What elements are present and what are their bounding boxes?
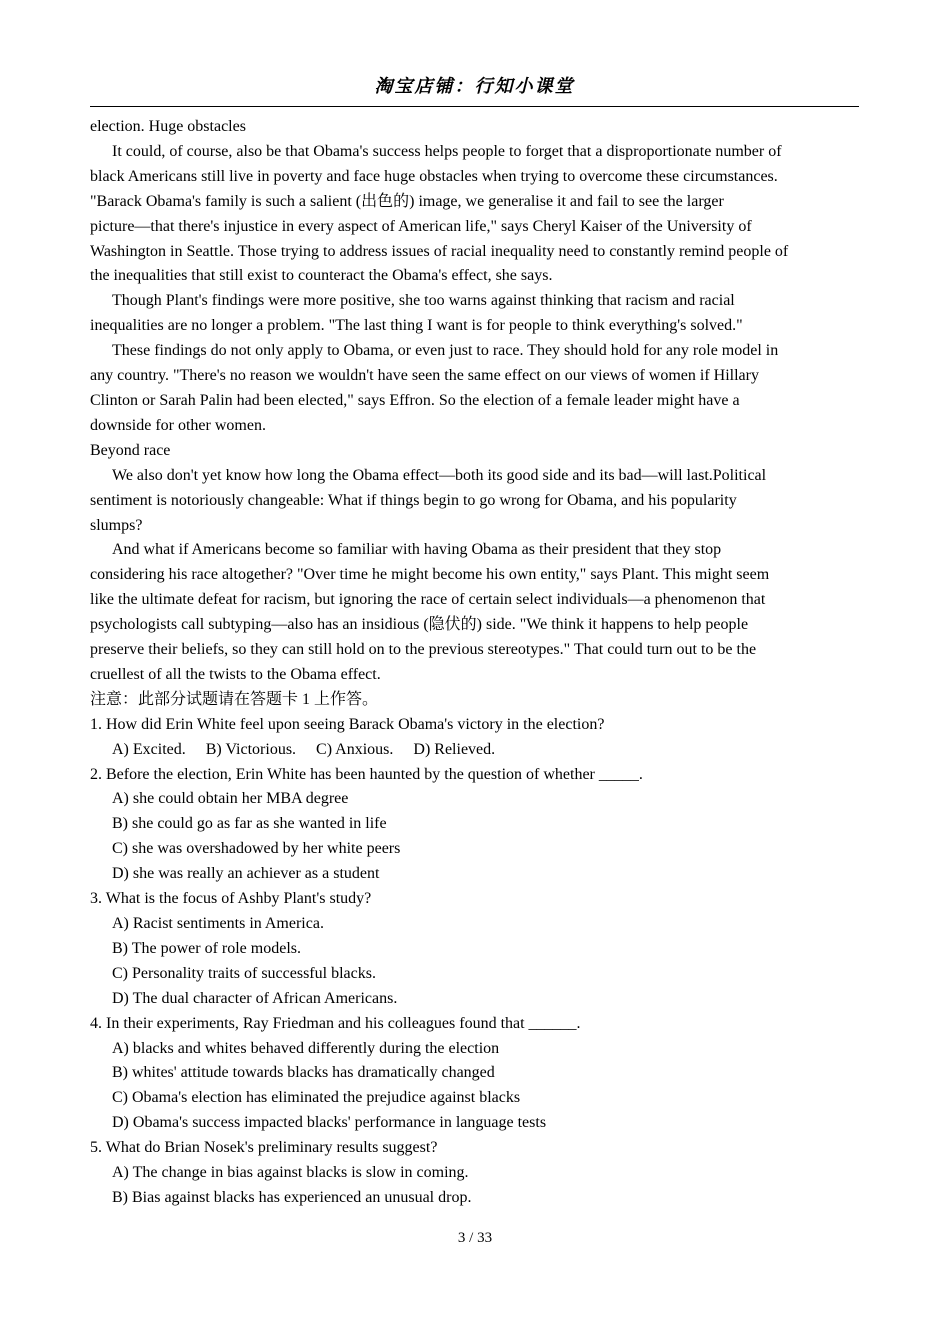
text-line: 注意：此部分试题请在答题卡 1 上作答。	[90, 690, 379, 708]
text-line: like the ultimate defeat for racism, but ignoring the race of certain select individuals—a phenomenon that	[90, 591, 766, 609]
text-line: election. Huge obstacles	[90, 118, 246, 135]
text-line: 3. What is the focus of Ashby Plant's study?	[90, 890, 372, 908]
header-divider	[90, 106, 859, 107]
text-line: 5. What do Brian Nosek's preliminary results suggest?	[90, 1139, 438, 1157]
text-line: A) Racist sentiments in America.	[112, 915, 324, 932]
text-line: B) Bias against blacks has experienced an unusual drop.	[112, 1188, 472, 1206]
text-line: C) Obama's election has eliminated the prejudice against blacks	[112, 1089, 521, 1107]
text-line: And what if Americans become so familiar with having Obama as their president that they stop	[112, 541, 722, 559]
page-header-title: 淘宝店铺：行知小课堂	[374, 76, 575, 97]
text-line: the inequalities that still exist to counteract the Obama's effect, she says.	[90, 267, 553, 285]
text-line: "Barack Obama's family is such a salient (出色的) image, we generalise it and fail to see the larger	[90, 192, 724, 210]
page-number: 3 / 33	[457, 1230, 493, 1246]
text-line: 1. How did Erin White feel upon seeing Barack Obama's victory in the election?	[90, 715, 605, 733]
text-line: A) she could obtain her MBA degree	[112, 790, 349, 808]
document-body	[90, 115, 865, 1211]
text-line: Washington in Seattle. Those trying to address issues of racial inequality need to constantly remind people of	[90, 242, 789, 260]
text-line: black Americans still live in poverty and face huge obstacles when trying to overcome these circumstances.	[90, 167, 778, 185]
text-line: Beyond race	[90, 441, 171, 459]
text-line: A) The change in bias against blacks is slow in coming.	[112, 1164, 469, 1182]
text-line: psychologists call subtyping—also has an insidious (隐伏的) side. "We think it happens to help people	[90, 616, 749, 634]
text-line: These findings do not only apply to Obama, or even just to race. They should hold for any role model in	[112, 342, 779, 360]
text-line: We also don't yet know how long the Obama effect—both its good side and its bad—will last.Political	[112, 466, 767, 484]
text-line: inequalities are no longer a problem. "The last thing I want is for people to think everything's solved."	[90, 317, 743, 335]
text-line: slumps?	[90, 516, 143, 534]
text-line: Though Plant's findings were more positive, she too warns against thinking that racism and racial	[112, 292, 735, 310]
text-line: C) Personality traits of successful blacks.	[112, 964, 376, 982]
text-line: 4. In their experiments, Ray Friedman and his colleagues found that ______.	[90, 1014, 581, 1032]
text-line: A) blacks and whites behaved differently during the election	[112, 1039, 500, 1057]
text-line: A) Excited. B) Victorious. C) Anxious. D) Relieved.	[112, 740, 496, 758]
text-line: It could, of course, also be that Obama's success helps people to forget that a disproportionate number of	[112, 142, 782, 160]
text-line: D) The dual character of African Americans.	[112, 989, 398, 1007]
text-line: D) Obama's success impacted blacks' performance in language tests	[112, 1114, 547, 1132]
text-line: D) she was really an achiever as a student	[112, 865, 380, 883]
text-line: B) whites' attitude towards blacks has dramatically changed	[112, 1064, 495, 1082]
text-line: B) she could go as far as she wanted in life	[112, 815, 387, 833]
text-line: cruellest of all the twists to the Obama effect.	[90, 665, 381, 683]
text-line: 2. Before the election, Erin White has been haunted by the question of whether _____.	[90, 765, 643, 783]
text-line: any country. "There's no reason we wouldn't have seen the same effect on our views of women if Hillary	[90, 367, 759, 385]
text-line: considering his race altogether? "Over time he might become his own entity," says Plant. This might seem	[90, 566, 770, 584]
text-line: picture—that there's injustice in every aspect of American life," says Cheryl Kaiser of the University of	[90, 217, 752, 235]
text-line: downside for other women.	[90, 416, 266, 434]
text-line: preserve their beliefs, so they can still hold on to the previous stereotypes." That could turn out to be the	[90, 641, 757, 659]
text-line: B) The power of role models.	[112, 939, 301, 957]
text-line: sentiment is notoriously changeable: What if things begin to go wrong for Obama, and his popularity	[90, 491, 737, 509]
text-line: C) she was overshadowed by her white peers	[112, 840, 401, 858]
text-line: Clinton or Sarah Palin had been elected," says Effron. So the election of a female leader might have a	[90, 391, 740, 409]
